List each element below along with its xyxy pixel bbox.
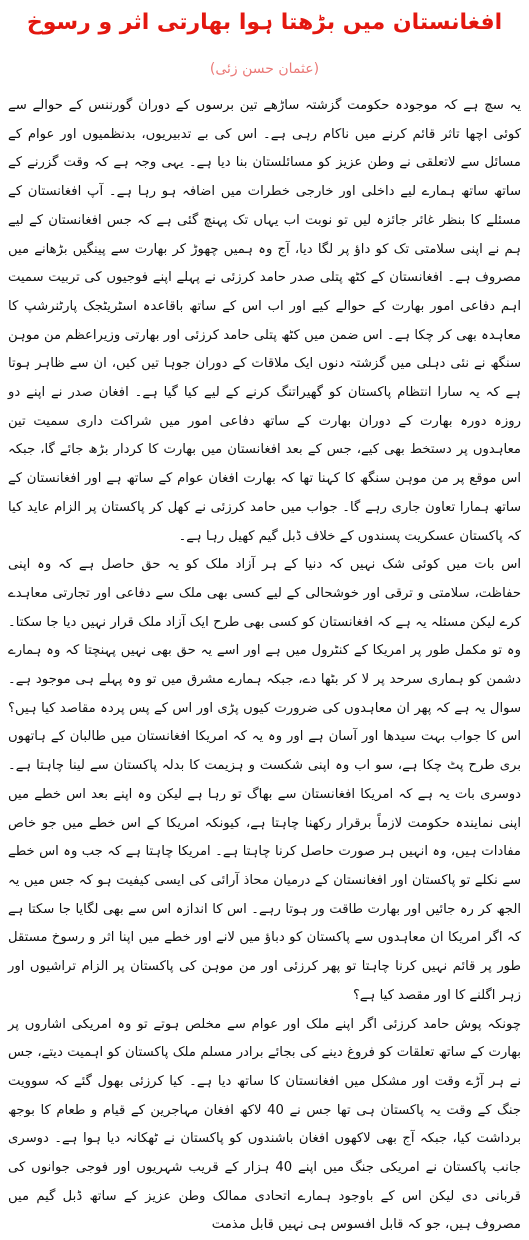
article-headline: افغانستان میں بڑھتا ہوا بھارتی اثر و رسوخ: [0, 6, 529, 40]
article-paragraph-1: یہ سچ ہے کہ موجودہ حکومت گزشتہ ساڑھے تین برسوں کے دوران گورننس کے حوالے سے کوئی اچھا تاثر قائم کرنے میں ناکام رہی ہے۔ اس کی بے تدبیریوں، بدنظمیوں اور عوام کے مسائل سے لاتعلقی نے وطن عزیز کو مسائلستان بنا دیا ہے۔ یہی وجہ ہے کہ وقت گزرنے کے ساتھ ساتھ ہمارے لیے داخلی اور خارجی خطرات میں اضافہ ہو رہا ہے۔ آپ افغانستان کے مسئلے کا بنظر غائر جائزہ لیں تو نوبت اب یہاں تک پہنچ گئی ہے کہ جس افغانستان کے لیے ہم نے اپنی سلامتی تک کو داؤ پر لگا دیا، آج وہ ہمیں چھوڑ کر بھارت سے پینگیں بڑھانے میں مصروف ہے۔ افغانستان کے کٹھ پتلی صدر حامد کرزئی نے پہلے اپنے فوجیوں کی تربیت سمیت اہم دفاعی امور بھارت کے حوالے کیے اور اب اس کے ساتھ باقاعدہ اسٹریٹجک پارٹنرشپ کا معاہدہ بھی کر چکا ہے۔ اس ضمن میں کٹھ پتلی حامد کرزئی اور بھارتی وزیراعظم من موہن سنگھ نے نئی دہلی میں گزشتہ دنوں ایک ملاقات کے دوران جوہا تیں کیں، ان سے ظاہر ہوتا ہے کہ یہ سارا انتظام پاکستان کو گھیراتنگ کرنے کے لیے کیا گیا ہے۔ افغان صدر نے اپنے دو روزہ دورہ بھارت کے دوران بھارت کے ساتھ دفاعی امور میں شراکت داری سمیت تین معاہدوں پر دستخط بھی کیے، جس کے بعد افغانستان میں بھارت کا کردار بڑھ جائے گا، جبکہ اس موقع پر من موہن سنگھ کا کہنا تھا کہ بھارت افغان عوام کے ساتھ ہے اور افغانستان کے ساتھ ہمارا تعاون جاری رہے گا۔ جواب میں حامد کرزئی نے کھل کر پاکستان پر الزام عاید کیا کہ پاکستان عسکریت پسندوں کے خلاف ڈبل گیم کھیل رہا ہے۔: [8, 92, 521, 551]
article-paragraph-2: اس بات میں کوئی شک نہیں کہ دنیا کے ہر آزاد ملک کو یہ حق حاصل ہے کہ وہ اپنی حفاظت، سلامتی و ترقی اور خوشحالی کے لیے کسی بھی ملک سے دفاعی اور تجارتی معاہدے کرے لیکن مسئلہ یہ ہے کہ افغانستان کو کسی بھی طرح ایک آزاد ملک قرار نہیں دیا جا سکتا۔ وہ تو مکمل طور پر امریکا کے کنٹرول میں ہے اور اسے یہ حق بھی نہیں پہنچتا کہ وہ ہمارے دشمن کو ہماری سرحد پر لا کر بٹھا دے، جبکہ ہمارے مشرق میں تو وہ پہلے ہی موجود ہے۔ سوال یہ ہے کہ پھر ان معاہدوں کی ضرورت کیوں پڑی اور اس کے پس پردہ مقاصد کیا ہیں؟ اس کا جواب بہت سیدھا اور آسان ہے اور وہ یہ کہ امریکا افغانستان میں طالبان کے ہاتھوں بری طرح پٹ چکا ہے، سو اب وہ اپنی شکست و ہزیمت کا بدلہ پاکستان سے لینا چاہتا ہے۔ دوسری بات یہ ہے کہ امریکا افغانستان سے بھاگ تو رہا ہے لیکن وہ اپنے بعد اس خطے میں اپنی نمایندہ حکومت لازماً برقرار رکھنا چاہتا ہے، کیونکہ امریکا کے اس خطے میں جو خاص مفادات ہیں، وہ انہیں ہر صورت حاصل کرنا چاہتا ہے۔ امریکا چاہتا ہے کہ جب وہ اس خطے سے نکلے تو پاکستان اور افغانستان کے درمیان محاذ آرائی کی ایسی کیفیت ہو کہ جس میں یہ الجھ کر رہ جائیں اور بھارت طاقت ور ہوتا رہے۔ اس کا اندازہ اس سے بھی لگایا جا سکتا ہے کہ اگر امریکا ان معاہدوں سے پاکستان کو دباؤ میں لانے اور خطے میں اپنا اثر و رسوخ مستقل طور پر قائم نہیں کرنا چاہتا تو پھر کرزئی اور من موہن کی پاکستان پر الزام تراشیوں اور زہر اگلنے کا اور مقصد کیا ہے؟: [8, 551, 521, 1010]
article-body: [8, 92, 521, 1240]
article-paragraph-3: چونکہ پوش حامد کرزئی اگر اپنے ملک اور عوام سے مخلص ہوتے تو وہ امریکی اشاروں پر بھارت کے ساتھ تعلقات کو فروغ دینے کی بجائے برادر مسلم ملک پاکستان کو اہمیت دیتے، جس نے ہر آڑے وقت اور مشکل میں افغانستان کا ساتھ دیا ہے۔ کیا کرزئی بھول گئے کہ سوویت جنگ کے وقت یہ پاکستان ہی تھا جس نے 40 لاکھ افغان مہاجرین کے قیام و طعام کا بوجھ برداشت کیا، جبکہ آج بھی لاکھوں افغان باشندوں کو پاکستان نے ٹھکانہ دیا ہوا ہے۔ دوسری جانب پاکستان نے امریکی جنگ میں اپنے 40 ہزار کے قریب شہریوں اور فوجی جوانوں کی قربانی دی لیکن اس کے باوجود ہمارے اتحادی ممالک وطن عزیز کے ساتھ ڈبل گیم میں مصروف ہیں، جو کہ قابل افسوس ہی نہیں قابل مذمت: [8, 1011, 521, 1240]
article-byline: (عثمان حسن زئی): [0, 58, 529, 80]
